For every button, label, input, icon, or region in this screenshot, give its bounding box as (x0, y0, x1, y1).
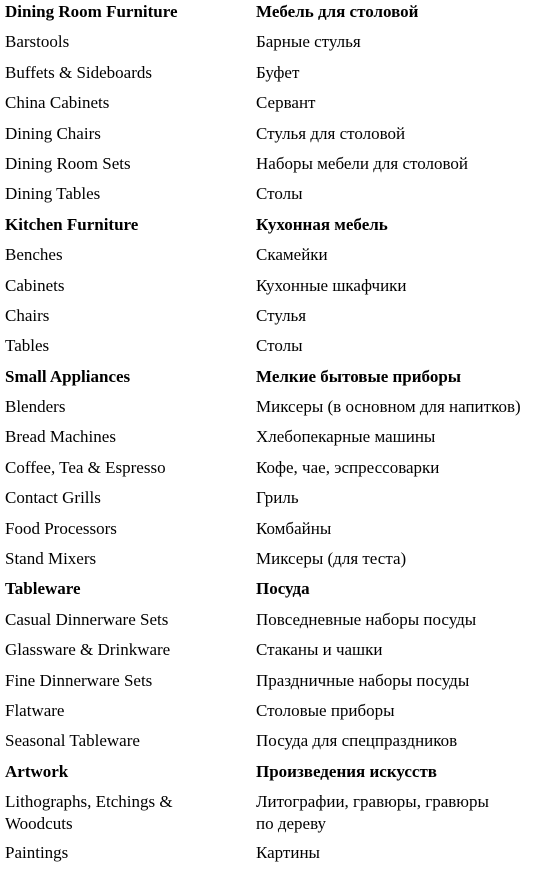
section-heading-row (0, 578, 556, 608)
term-row (0, 670, 556, 700)
term-row (0, 244, 556, 274)
english-term: Barstools (5, 32, 70, 52)
english-term: Coffee, Tea & Espresso (5, 457, 166, 477)
russian-term: Наборы мебели для столовой (256, 153, 468, 173)
russian-term: Буфет (256, 62, 300, 82)
term-row (0, 842, 556, 872)
term-row (0, 639, 556, 669)
section-heading-row (0, 1, 556, 31)
english-term: Benches (5, 245, 63, 265)
term-row (0, 335, 556, 365)
russian-term: Повседневные наборы посуды (256, 609, 477, 629)
term-row (0, 700, 556, 730)
russian-term: Мелкие бытовые приборы (256, 366, 462, 386)
russian-term: Столы (256, 336, 303, 356)
english-term: Dining Tables (5, 184, 101, 204)
russian-term: Хлебопекарные машины (256, 427, 436, 447)
english-term: Seasonal Tableware (5, 731, 140, 751)
english-term: Food Processors (5, 518, 117, 538)
english-term: Contact Grills (5, 488, 101, 508)
english-term: Flatware (5, 700, 65, 720)
russian-term: Столы (256, 184, 303, 204)
russian-term: Гриль (256, 488, 299, 508)
term-row (0, 123, 556, 153)
english-term: Tables (5, 336, 50, 356)
russian-term: Кухонная мебель (256, 214, 388, 234)
term-row (0, 183, 556, 213)
english-term: Bread Machines (5, 427, 116, 447)
english-term: Casual Dinnerware Sets (5, 609, 169, 629)
russian-term: Мебель для столовой (256, 2, 419, 21)
term-row (0, 31, 556, 61)
english-term: Blenders (5, 397, 66, 417)
term-row (0, 426, 556, 456)
term-row (0, 487, 556, 517)
russian-term: Кухонные шкафчики (256, 275, 407, 295)
english-term: Kitchen Furniture (5, 214, 139, 234)
term-row (0, 62, 556, 92)
russian-term: Стаканы и чашки (256, 640, 383, 660)
russian-term: Барные стулья (256, 32, 361, 52)
russian-term: Миксеры (в основном для напитков) (256, 397, 521, 417)
english-term: Stand Mixers (5, 549, 97, 569)
english-term: Tableware (5, 579, 81, 599)
term-row (0, 305, 556, 335)
term-row (0, 396, 556, 426)
term-row (0, 457, 556, 487)
english-term: Lithographs, Etchings & Woodcuts (5, 792, 173, 834)
english-term: China Cabinets (5, 93, 110, 113)
english-term: Dining Room Sets (5, 153, 131, 173)
russian-term: Миксеры (для теста) (256, 549, 407, 569)
term-row (0, 548, 556, 578)
english-term: Small Appliances (5, 366, 131, 386)
russian-term: Стулья для столовой (256, 123, 406, 143)
english-term: Artwork (5, 761, 69, 781)
section-heading-row (0, 214, 556, 244)
russian-term: Литографии, гравюры, гравюры по дереву (256, 792, 489, 834)
russian-term: Скамейки (256, 245, 328, 265)
russian-term: Посуда для спецпраздников (256, 731, 458, 751)
english-term: Cabinets (5, 275, 65, 295)
russian-term: Кофе, чае, эспрессоварки (256, 457, 440, 477)
english-term: Paintings (5, 843, 69, 863)
term-row (0, 153, 556, 183)
term-row (0, 609, 556, 639)
russian-term: Комбайны (256, 518, 332, 538)
russian-term: Стулья (256, 305, 307, 325)
term-row (0, 92, 556, 122)
russian-term: Картины (256, 843, 320, 863)
term-row (0, 730, 556, 760)
english-term: Glassware & Drinkware (5, 640, 171, 660)
russian-term: Праздничные наборы посуды (256, 670, 470, 690)
russian-term: Посуда (256, 579, 310, 599)
term-row (0, 275, 556, 305)
english-term: Fine Dinnerware Sets (5, 670, 153, 690)
english-term: Buffets & Sideboards (5, 62, 153, 82)
term-row (0, 518, 556, 548)
russian-term: Сервант (256, 93, 316, 113)
russian-term: Столовые приборы (256, 700, 395, 720)
english-term: Chairs (5, 305, 50, 325)
english-term: Dining Chairs (5, 123, 101, 143)
section-heading-row (0, 366, 556, 396)
english-term: Dining Room Furniture (5, 2, 178, 21)
section-heading-row (0, 761, 556, 791)
russian-term: Произведения искусств (256, 761, 437, 781)
term-row (0, 791, 556, 842)
